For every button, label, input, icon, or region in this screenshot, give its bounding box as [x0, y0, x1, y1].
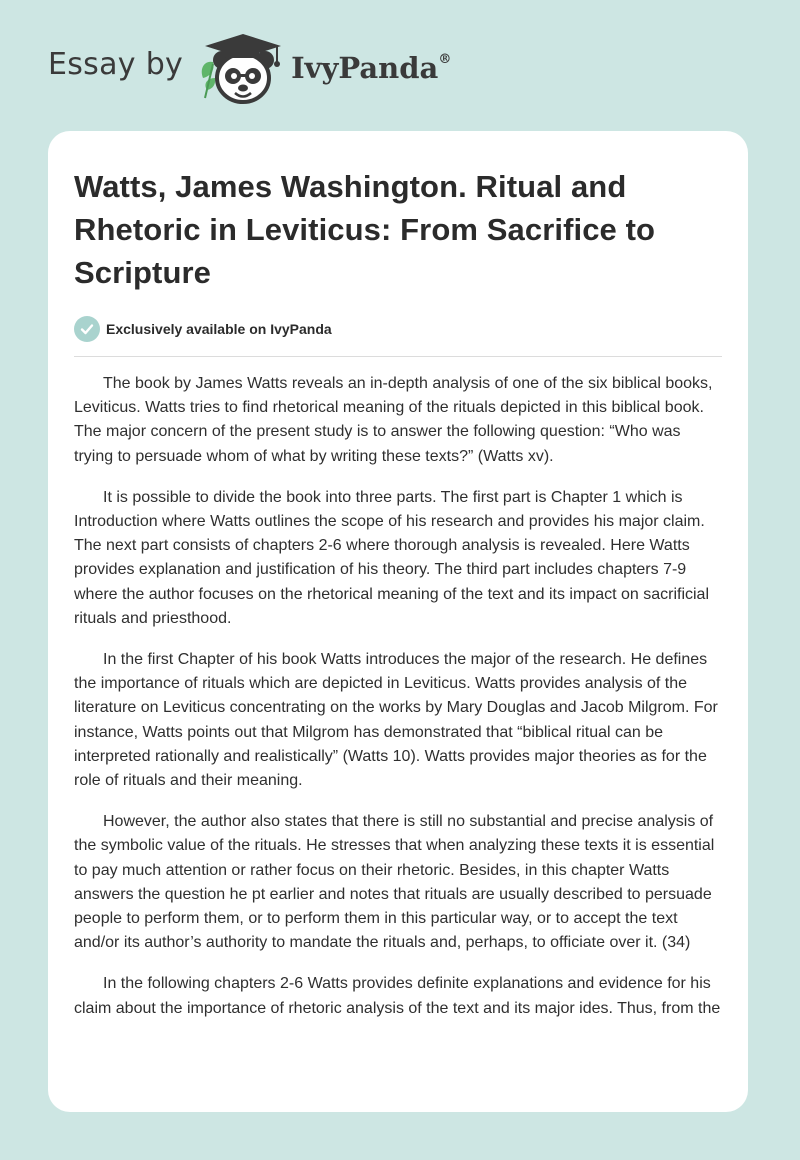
- registered-mark: ®: [438, 52, 452, 68]
- essay-by-label: Essay by: [48, 46, 184, 82]
- paragraph: In the following chapters 2-6 Watts provides definite explanations and evidence for his claim about the importance of rhetoric analysis of the text and its major ides. Thus, from the: [74, 975, 721, 1017]
- exclusive-badge: [74, 314, 722, 344]
- essay-card: [48, 131, 748, 1112]
- paragraph: It is possible to divide the book into three parts. The first part is Chapter 1 which is Introduction where Watts outlines the scope of his research and provides his major claim. The next part consists of chapters 2-6 where thorough analysis is revealed. Here Watts provides explanation and justification of his theory. The third part includes chapters 7-9 where the author focuses on the rhetorical meaning of the text and its impact on sacrificial rituals and priesthood.: [74, 488, 710, 627]
- brand-name[interactable]: IvyPanda®: [291, 51, 452, 85]
- site-header: [48, 30, 451, 110]
- title-divider: [74, 356, 722, 357]
- essay-title: Watts, James Washington. Ritual and Rhetoric in Leviticus: From Sacrifice to Scripture: [74, 169, 656, 290]
- essay-body: [74, 372, 722, 1021]
- paragraph: In the first Chapter of his book Watts introduces the major of the research. He defines the importance of rituals which are depicted in Leviticus. Watts provides analysis of the literature on Leviticus concentrating on the works by Mary Douglas and Jacob Milgrom. For instance, Watts points out that Milgrom has demonstrated that “biblical ritual can be interpreted rationally and realistically” (Watts 10). Watts provides major theories as for the role of rituals and their meaning.: [74, 651, 718, 790]
- check-circle-icon: [74, 316, 100, 342]
- exclusive-label: Exclusively available on IvyPanda: [106, 321, 332, 337]
- paragraph: The book by James Watts reveals an in-depth analysis of one of the six biblical books, Leviticus. Watts tries to find rhetorical meaning of the rituals depicted in this biblical book. The major concern of the present study is to answer the following question: “Who was trying to persuade whom of what by writing these texts?” (Watts xv).: [74, 375, 713, 465]
- panda-graduate-icon[interactable]: [197, 28, 291, 113]
- paragraph: However, the author also states that there is still no substantial and precise analysis of the symbolic value of the rituals. He stresses that when analyzing these texts it is essential to pay much attention or rather focus on their rhetoric. Besides, in this chapter Watts answers the question he pt earlier and notes that rituals are usually described to persuade people to perform them, or to perform them in this particular way, or to accept the text and/or its author’s authority to mandate the rituals and, perhaps, to officiate over it. (34): [74, 813, 715, 952]
